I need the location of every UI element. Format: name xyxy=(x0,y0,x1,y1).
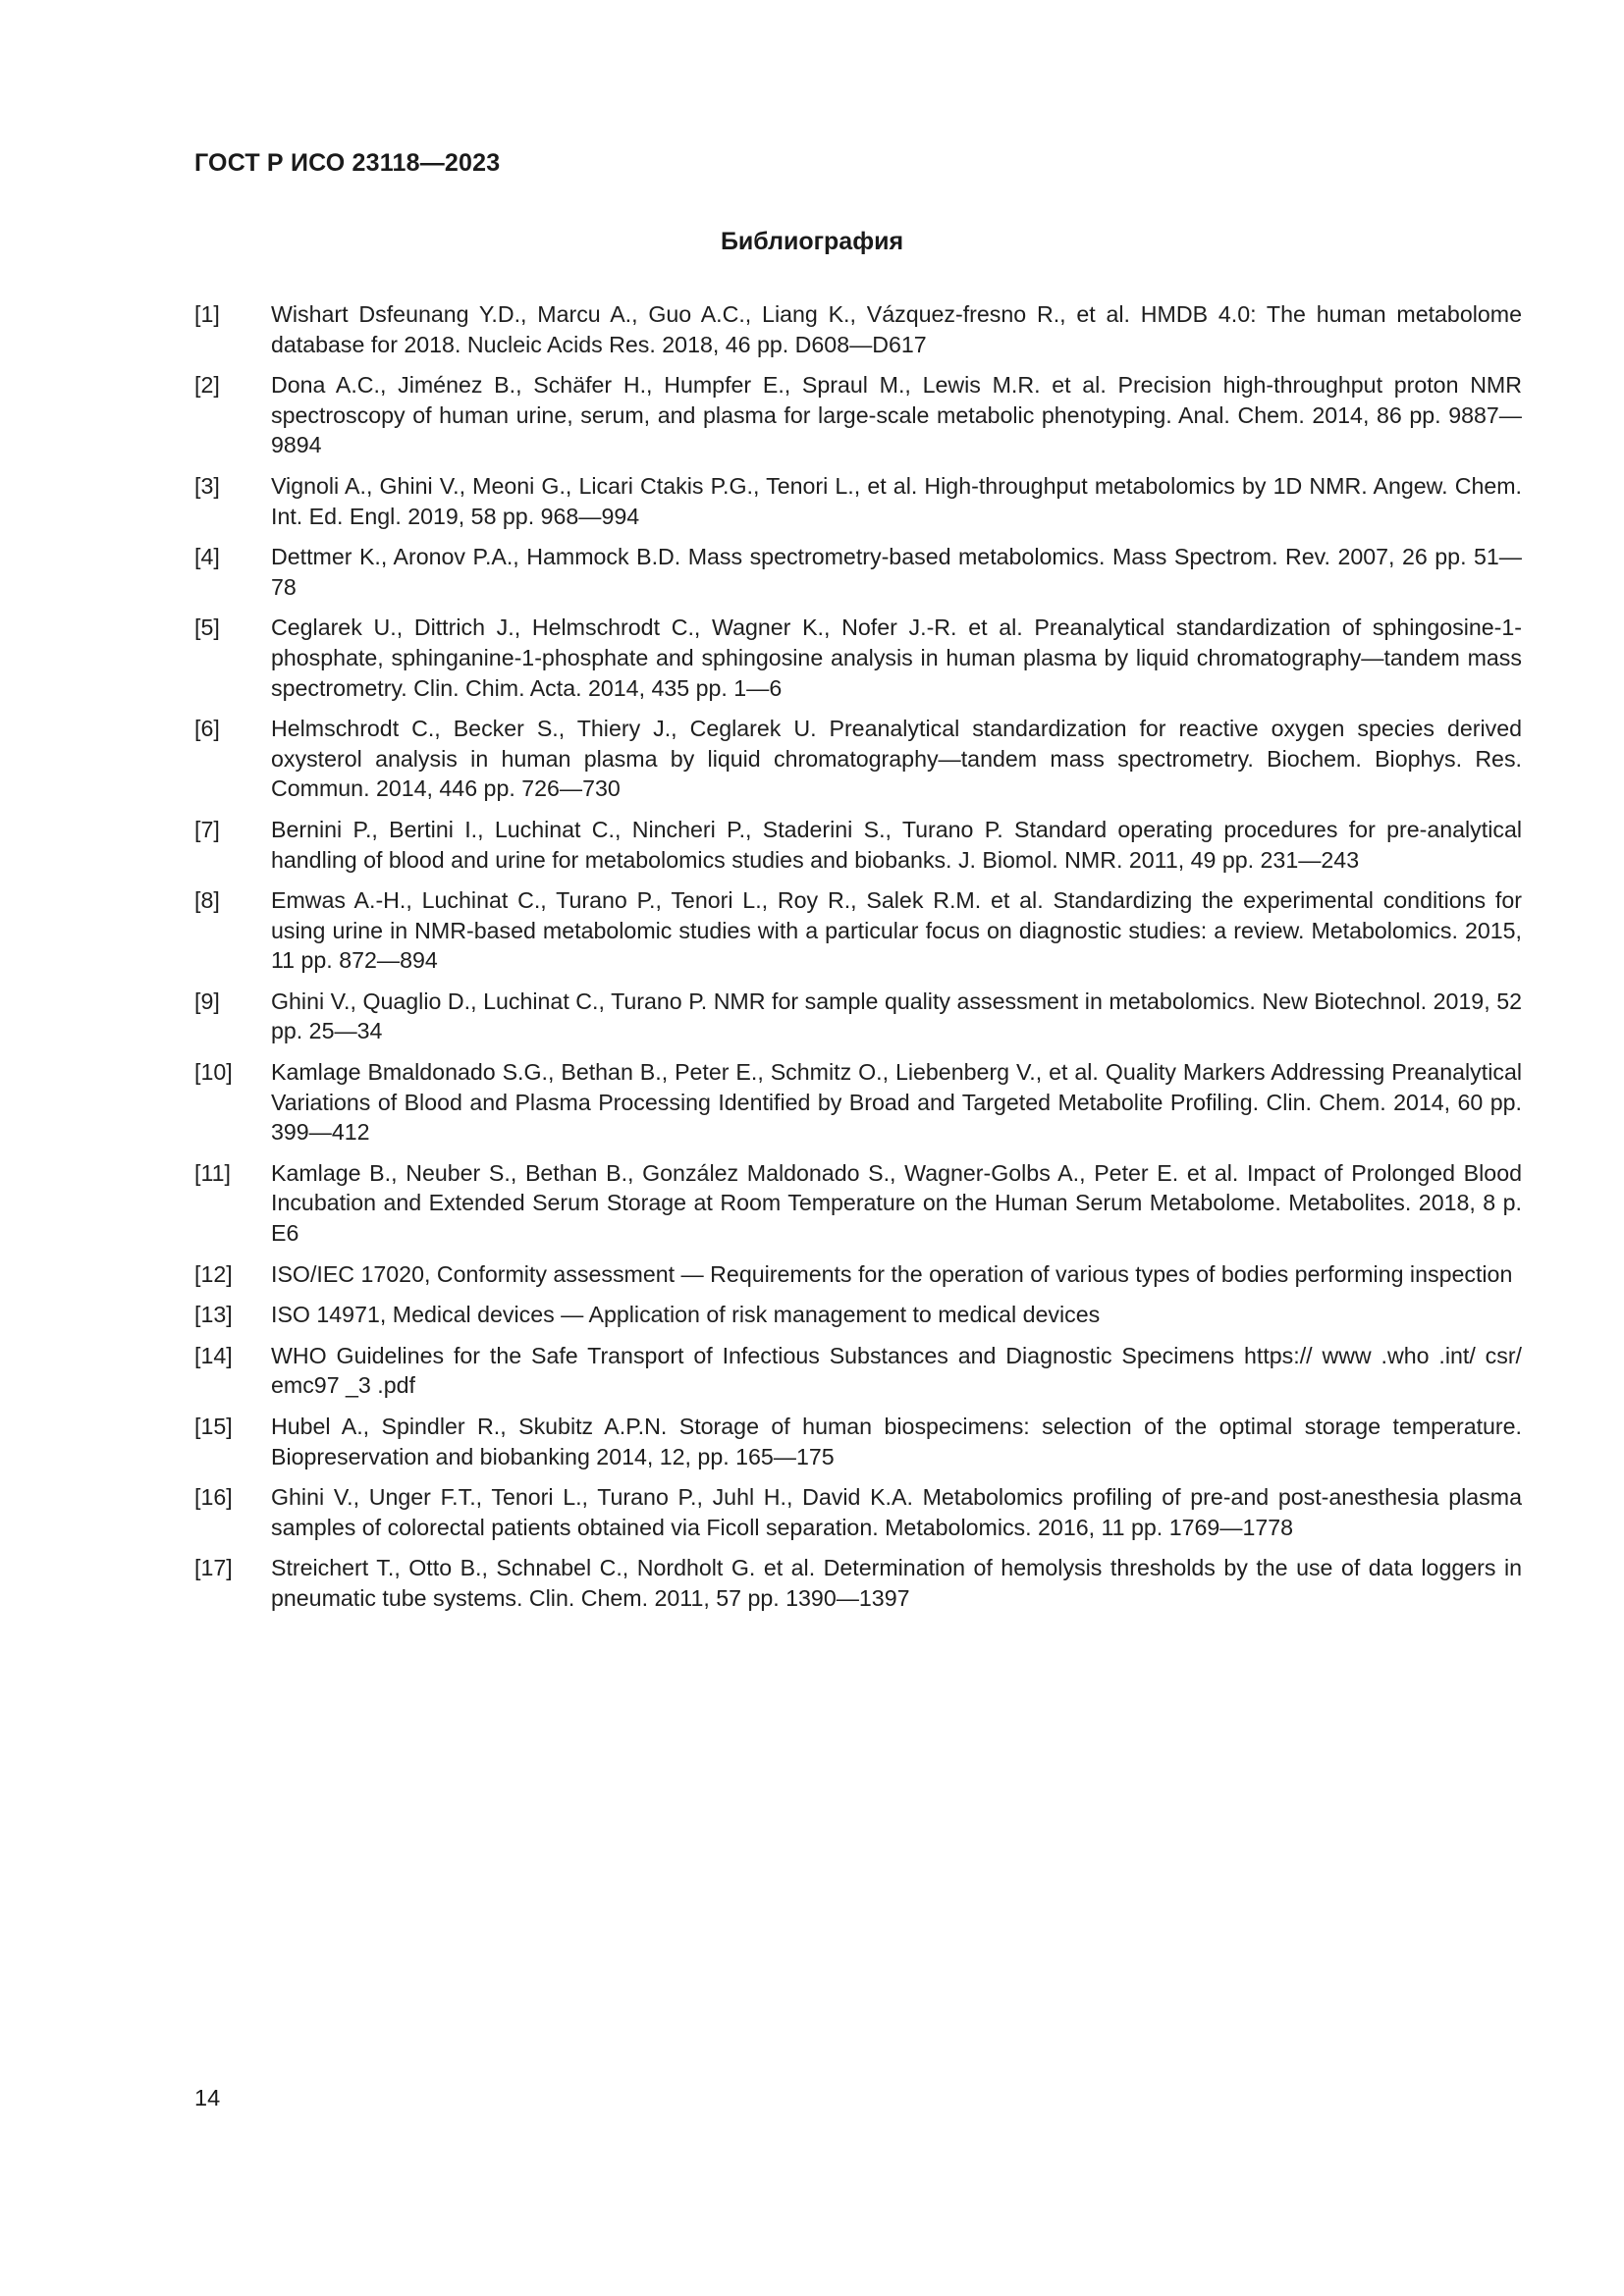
entry-text: Bernini P., Bertini I., Luchinat C., Nincheri P., Staderini S., Turano P. Standard operating procedures for pre-analytical handling of blood and urine for metabolomics studies and biobanks. J. Biomol. NMR. 2011, 49 pp. 231—243 xyxy=(271,816,1522,873)
entry-text: Hubel A., Spindler R., Skubitz A.P.N. Storage of human biospecimens: selection of the optimal storage temperature. Biopreservation and biobanking 2014, 12, pp. 165—175 xyxy=(271,1414,1522,1469)
entry-number: [16] xyxy=(194,1484,233,1511)
entry-text: Kamlage Bmaldonado S.G., Bethan B., Peter E., Schmitz O., Liebenberg V., et al. Quality Markers Addressing Preanalytical Variations of Blood and Plasma Processing Identified by Broad and Targeted Metabolite Profiling. Clin. Chem. 2014, 60 pp. 399—412 xyxy=(271,1059,1522,1146)
entry-text: Dettmer K., Aronov P.A., Hammock B.D. Mass spectrometry-based metabolomics. Mass Spectrom. Rev. 2007, 26 pp. 51—78 xyxy=(271,544,1522,600)
entry-text: Emwas A.-H., Luchinat C., Turano P., Tenori L., Roy R., Salek R.M. et al. Standardizing the experimental conditions for using urine in NMR-based metabolomic studies with a particular focus on diagnostic studies: a review. Metabolomics. 2015, 11 pp. 872—894 xyxy=(271,887,1522,974)
entry-text: Ghini V., Unger F.T., Tenori L., Turano P., Juhl H., David K.A. Metabolomics profiling of pre-and post-anesthesia plasma samples of colorectal patients obtained via Ficoll separation. Metabolomics. 2016, 11 pp. 1769—1778 xyxy=(271,1484,1522,1540)
bibliography-entry xyxy=(194,299,1522,359)
bibliography-entry xyxy=(194,1341,1522,1401)
entry-number: [9] xyxy=(194,988,220,1014)
entry-text: Kamlage B., Neuber S., Bethan B., González Maldonado S., Wagner-Golbs A., Peter E. et al. Impact of Prolonged Blood Incubation and Extended Serum Storage at Room Temperature on the Human Serum Metabolome. Metabolites. 2018, 8 p. E6 xyxy=(271,1159,1522,1247)
entry-number: [7] xyxy=(194,816,220,842)
entry-text: Wishart Dsfeunang Y.D., Marcu A., Guo A.C., Liang K., Vázquez-fresno R., et al. HMDB 4.0: The human metabolome database for 2018. Nucleic Acids Res. 2018, 46 pp. D608—D617 xyxy=(271,301,1522,357)
entry-number: [8] xyxy=(194,887,220,914)
entry-number: [13] xyxy=(194,1302,233,1328)
page-number: 14 xyxy=(194,2085,221,2110)
bibliography-entry xyxy=(194,1057,1522,1148)
entry-text: Dona A.C., Jiménez B., Schäfer H., Humpfer E., Spraul M., Lewis M.R. et al. Precision high-throughput proton NMR spectroscopy of human urine, serum, and plasma for large-scale metabolic phenotyping. Anal. Chem. 2014, 86 pp. 9887—9894 xyxy=(271,372,1522,458)
bibliography-entry xyxy=(194,613,1522,703)
bibliography-entry xyxy=(194,1259,1522,1290)
bibliography-entry xyxy=(194,1158,1522,1249)
bibliography-entry xyxy=(194,1412,1522,1471)
entry-number: [17] xyxy=(194,1555,233,1581)
entry-text: Helmschrodt C., Becker S., Thiery J., Ceglarek U. Preanalytical standardization for reactive oxygen species derived oxysterol analysis in human plasma by liquid chromatography—tandem mass spectrometry. Biochem. Biophys. Res. Commun. 2014, 446 pp. 726—730 xyxy=(271,716,1522,802)
bibliography-entry xyxy=(194,1300,1522,1330)
entry-text: Ghini V., Quaglio D., Luchinat C., Turano P. NMR for sample quality assessment in metabolomics. New Biotechnol. 2019, 52 pp. 25—34 xyxy=(271,988,1522,1044)
entry-text: Streichert T., Otto B., Schnabel C., Nordholt G. et al. Determination of hemolysis thresholds by the use of data loggers in pneumatic tube systems. Clin. Chem. 2011, 57 pp. 1390—1397 xyxy=(271,1555,1522,1611)
bibliography-entry xyxy=(194,542,1522,602)
bibliography-entry xyxy=(194,885,1522,976)
entry-number: [11] xyxy=(194,1159,231,1186)
entry-number: [14] xyxy=(194,1342,233,1368)
entry-number: [5] xyxy=(194,614,220,641)
entry-number: [1] xyxy=(194,301,220,327)
bibliography-entry xyxy=(194,815,1522,875)
entry-number: [3] xyxy=(194,472,220,499)
bibliography-entry xyxy=(194,370,1522,460)
entry-number: [2] xyxy=(194,372,220,399)
bibliography-entry xyxy=(194,987,1522,1046)
entry-number: [10] xyxy=(194,1059,233,1086)
entry-text: Vignoli A., Ghini V., Meoni G., Licari Ctakis P.G., Tenori L., et al. High-throughput metabolomics by 1D NMR. Angew. Chem. Int. Ed. Engl. 2019, 58 pp. 968—994 xyxy=(271,472,1522,529)
entry-number: [4] xyxy=(194,544,220,570)
bibliography-entry xyxy=(194,471,1522,531)
bibliography-entry xyxy=(194,1553,1522,1613)
entry-text: ISO 14971, Medical devices — Application of risk management to medical devices xyxy=(271,1302,1101,1328)
entry-text: ISO/IEC 17020, Conformity assessment — Requirements for the operation of various types of bodies performing inspection xyxy=(271,1260,1513,1287)
bibliography-title: Библиография xyxy=(720,228,904,255)
bibliography-entry xyxy=(194,1482,1522,1542)
entry-text: WHO Guidelines for the Safe Transport of Infectious Substances and Diagnostic Specimens https:// www .who .int/ csr/ emc97 _3 .pdf xyxy=(271,1342,1522,1399)
entry-number: [12] xyxy=(194,1260,233,1287)
entry-number: [15] xyxy=(194,1414,233,1439)
bibliography-entry xyxy=(194,714,1522,804)
bibliography-list xyxy=(194,299,1522,1625)
entry-text: Ceglarek U., Dittrich J., Helmschrodt C., Wagner K., Nofer J.-R. et al. Preanalytical standardization of sphingosine-1-phosphate, sphinganine-1-phosphate and sphingosine analysis in human plasma by liquid chromatography—tandem mass spectrometry. Clin. Chim. Acta. 2014, 435 pp. 1—6 xyxy=(271,614,1522,701)
standard-header: ГОСТ Р ИСО 23118—2023 xyxy=(194,149,501,177)
entry-number: [6] xyxy=(194,716,220,742)
